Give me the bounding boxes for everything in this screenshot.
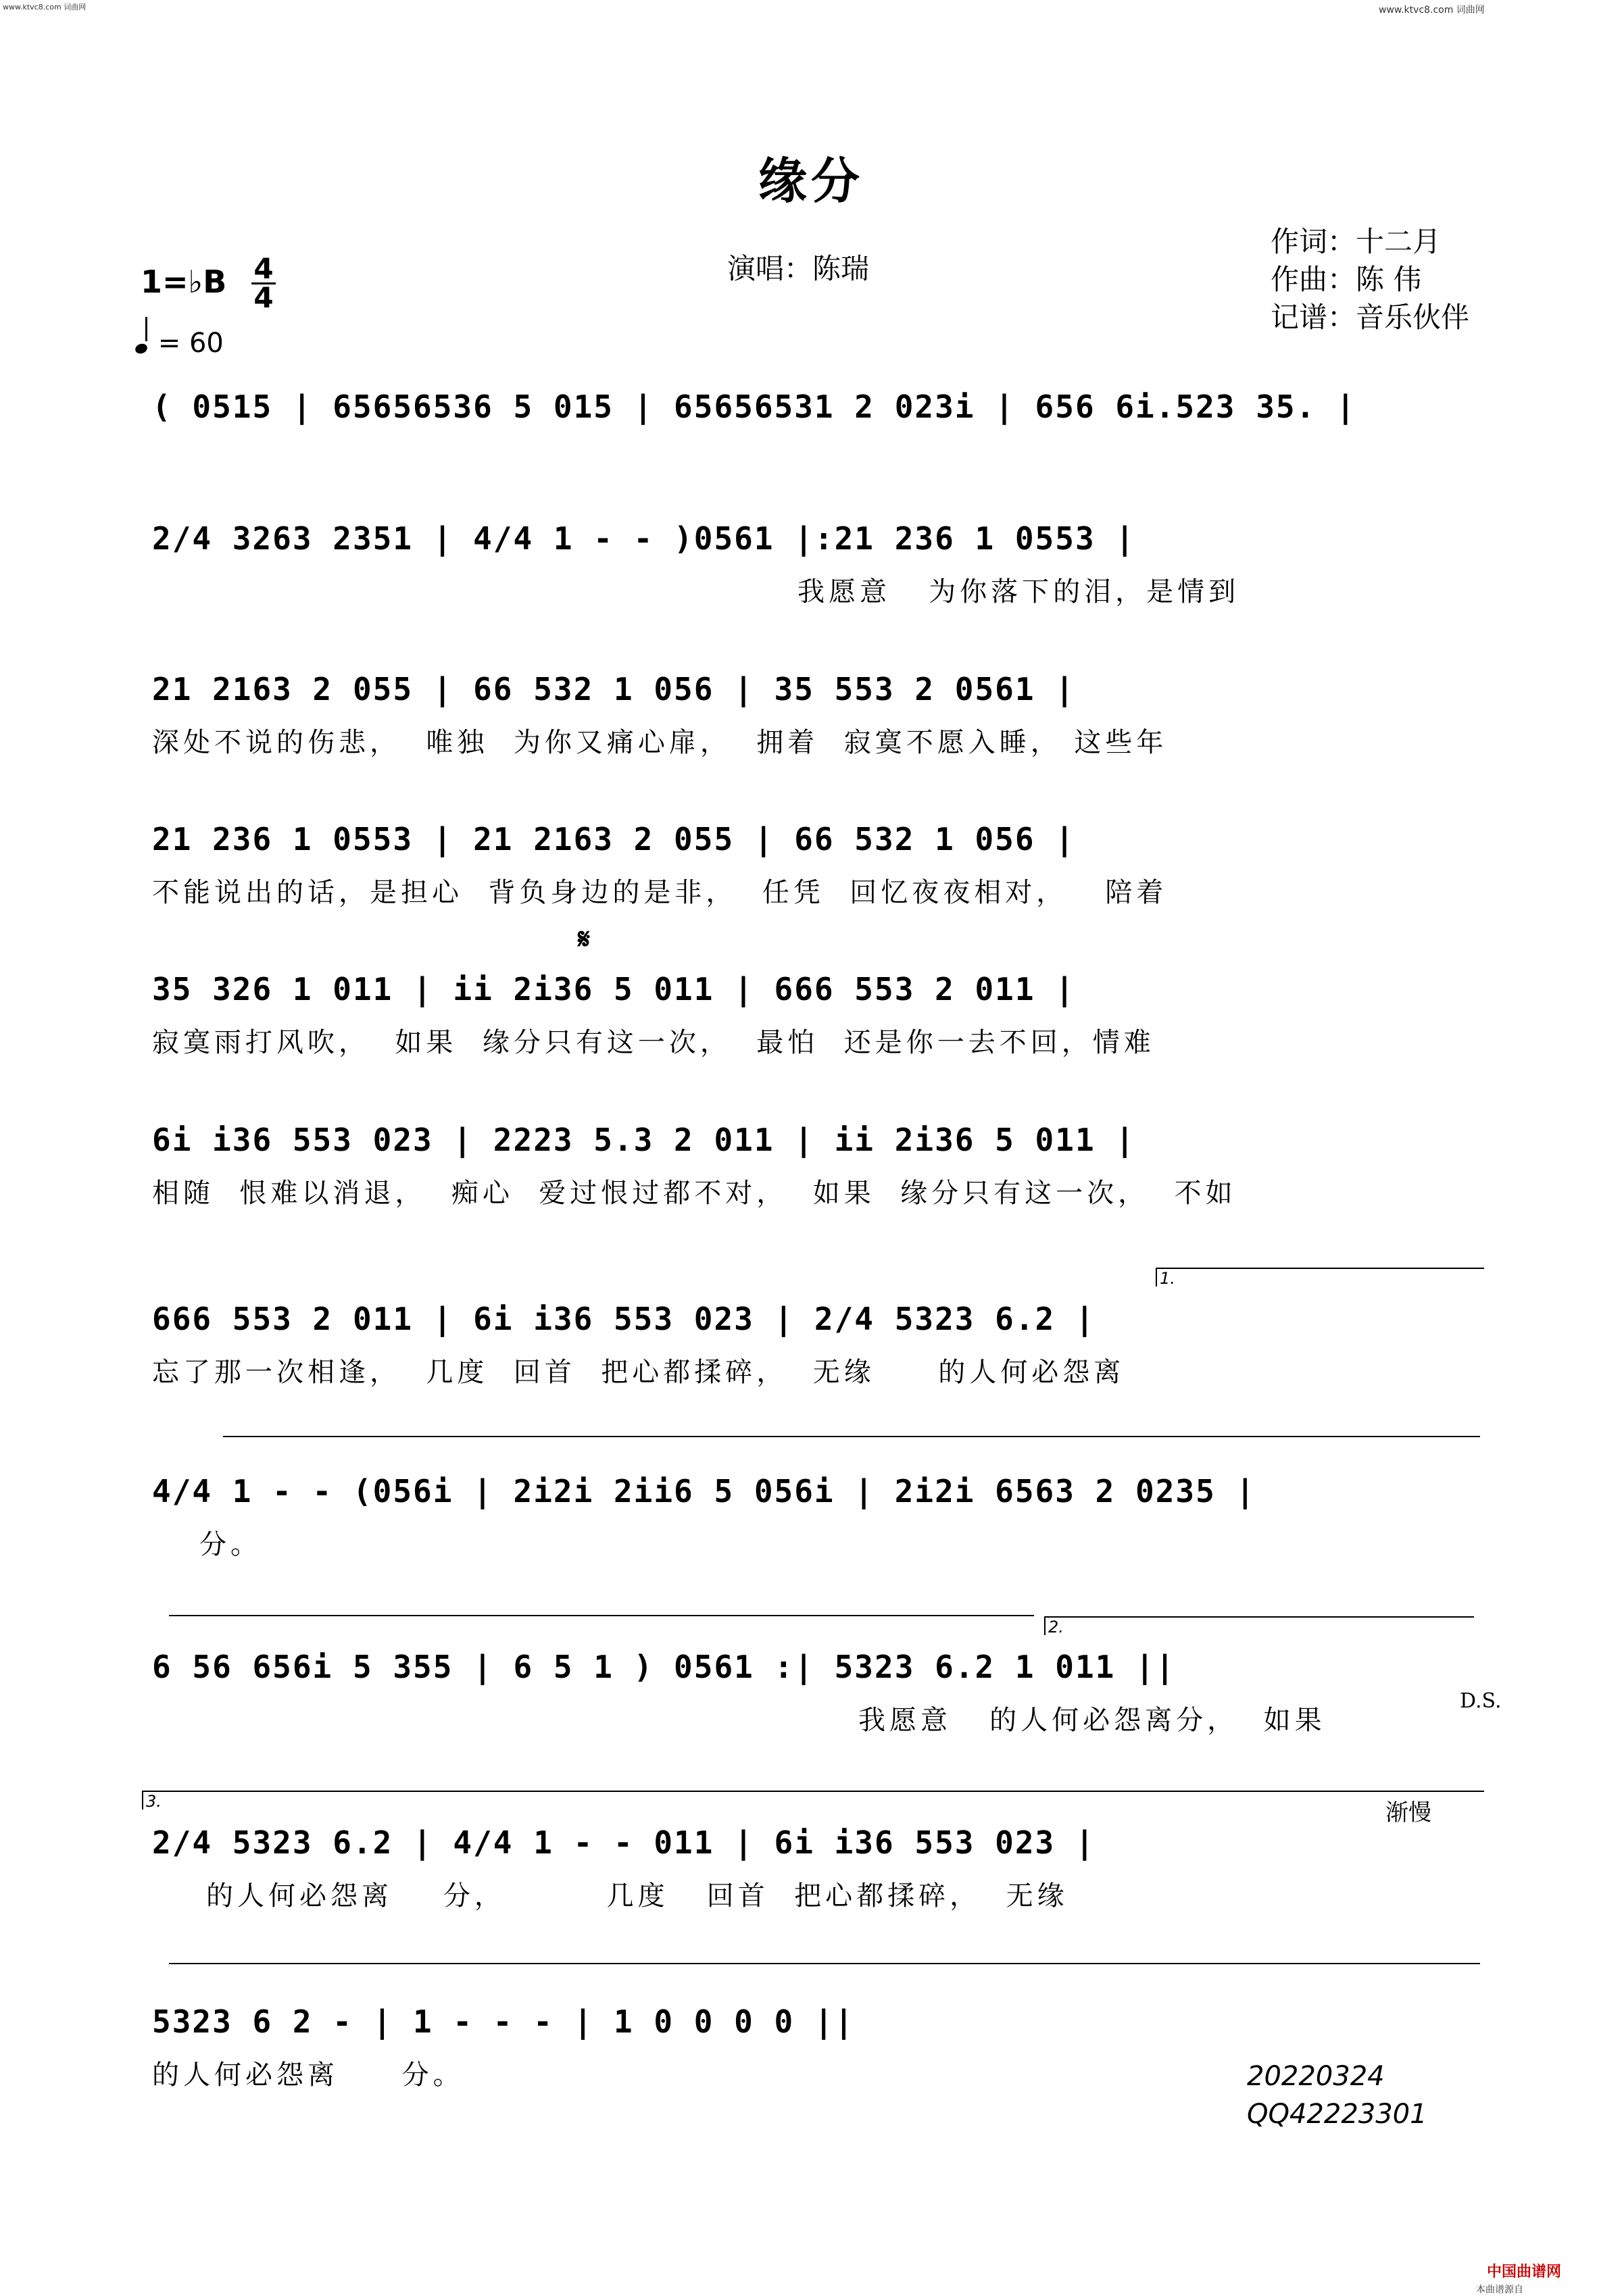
volta-second: 2.: [1044, 1616, 1474, 1635]
quarter-note-icon: [134, 342, 149, 355]
ritardando-mark: 渐慢: [1385, 1799, 1431, 1826]
notes-line-11: 5323 6 2 - | 1 - - - | 1 0 0 0 0 ||: [152, 2003, 855, 2040]
score-line-7: [152, 1301, 1497, 1389]
lyrics-line-9: 我愿意 的人何必怨离分， 如果: [858, 1705, 1326, 1736]
system-line-2: [169, 1615, 1034, 1616]
lyrics-line-11: 的人何必怨离 分。: [152, 2060, 464, 2091]
system-line: [223, 1436, 1480, 1437]
segno-sign: 𝄋: [578, 922, 591, 955]
score-line-4: [152, 821, 1497, 909]
dal-segno-mark: D.S.: [1460, 1689, 1502, 1713]
lyrics-line-4: 不能说出的话，是担心 背负身边的是非， 任凭 回忆夜夜相对， 陪着: [152, 877, 1168, 908]
song-title: 缘分: [758, 153, 864, 209]
volta-third: 3.: [142, 1791, 1484, 1810]
score-line-10: [152, 1824, 1497, 1912]
tempo-value: = 60: [157, 328, 224, 359]
notes-line-2: 2/4 3263 2351 | 4/4 1 - - )0561 |:21 236 1 0553 |: [152, 520, 1136, 557]
lyrics-line-2: 我愿意 为你落下的泪，是情到: [797, 576, 1240, 607]
watermark-caption: 本曲谱源自: [1476, 2285, 1523, 2295]
singer-credit: 演唱：陈瑞: [727, 252, 870, 285]
volta-first: 1.: [1156, 1268, 1484, 1287]
notes-line-1: ( 0515 | 65656536 5 015 | 65656531 2 023i | 656 6i.523 35. |: [152, 389, 1356, 425]
score-line-2: [152, 520, 1497, 608]
lyrics-line-8: 分。: [199, 1529, 262, 1560]
note-stem: [145, 317, 147, 341]
score-line-1: [152, 389, 1497, 476]
notation-credit: 记谱：音乐伙伴: [1271, 301, 1470, 334]
date-stamp: [1247, 2057, 1427, 2133]
corner-url: www.ktvc8.com 词曲网: [3, 3, 87, 11]
date-text: 20220324: [1247, 2061, 1385, 2092]
notes-line-3: 21 2163 2 055 | 66 532 1 056 | 35 553 2 0561 |: [152, 671, 1075, 707]
notes-line-4: 21 236 1 0553 | 21 2163 2 055 | 66 532 1 056 |: [152, 821, 1075, 857]
meter-bottom: 4: [253, 281, 274, 314]
notes-line-8: 4/4 1 - - (056i | 2i2i 2ii6 5 056i | 2i2i 6563 2 0235 |: [152, 1473, 1256, 1509]
notes-line-7: 666 553 2 011 | 6i i36 553 023 | 2/4 5323 6.2 |: [152, 1301, 1096, 1337]
watermark-logo: 中国曲谱网: [1487, 2264, 1562, 2280]
qq-text: QQ42223301: [1247, 2099, 1427, 2130]
score-line-5: [152, 971, 1497, 1059]
notes-line-9: 6 56 656i 5 355 | 6 5 1 ) 0561 :| 5323 6.2 1 011 ||: [152, 1649, 1176, 1685]
notes-line-5: 35 326 1 011 | ii 2i36 5 011 | 666 553 2 011 |: [152, 971, 1075, 1007]
time-signature: [250, 252, 277, 314]
lyrics-line-6: 相随 恨难以消退， 痴心 爱过恨过都不对， 如果 缘分只有这一次， 不如: [152, 1178, 1237, 1209]
meter-top: 4: [253, 252, 274, 285]
score-line-3: [152, 671, 1497, 759]
key-signature: 1=♭B: [141, 264, 227, 300]
site-url: www.ktvc8.com 词曲网: [1379, 5, 1485, 16]
lyrics-line-5: 寂寞雨打风吹， 如果 缘分只有这一次， 最怕 还是你一去不回，情难: [152, 1027, 1155, 1058]
score-line-9: [152, 1649, 1497, 1737]
lyricist-credit: 作词：十二月: [1271, 225, 1442, 258]
tempo-marking: [135, 328, 224, 359]
lyrics-line-10: 的人何必怨离 分， 几度 回首 把心都揉碎， 无缘: [206, 1880, 1068, 1912]
lyrics-line-3: 深处不说的伤悲， 唯独 为你又痛心扉， 拥着 寂寞不愿入睡， 这些年: [152, 727, 1168, 758]
notes-line-6: 6i i36 553 023 | 2223 5.3 2 011 | ii 2i36 5 011 |: [152, 1122, 1136, 1158]
composer-credit: 作曲：陈 伟: [1271, 263, 1422, 296]
system-line-3: [169, 1963, 1480, 1964]
score-line-8: [152, 1473, 1497, 1561]
lyrics-line-7: 忘了那一次相逢， 几度 回首 把心都揉碎， 无缘 的人何必怨离: [152, 1357, 1125, 1388]
score-line-6: [152, 1122, 1497, 1209]
notes-line-10: 2/4 5323 6.2 | 4/4 1 - - 011 | 6i i36 553 023 |: [152, 1824, 1096, 1861]
credits-block: [1271, 223, 1469, 336]
